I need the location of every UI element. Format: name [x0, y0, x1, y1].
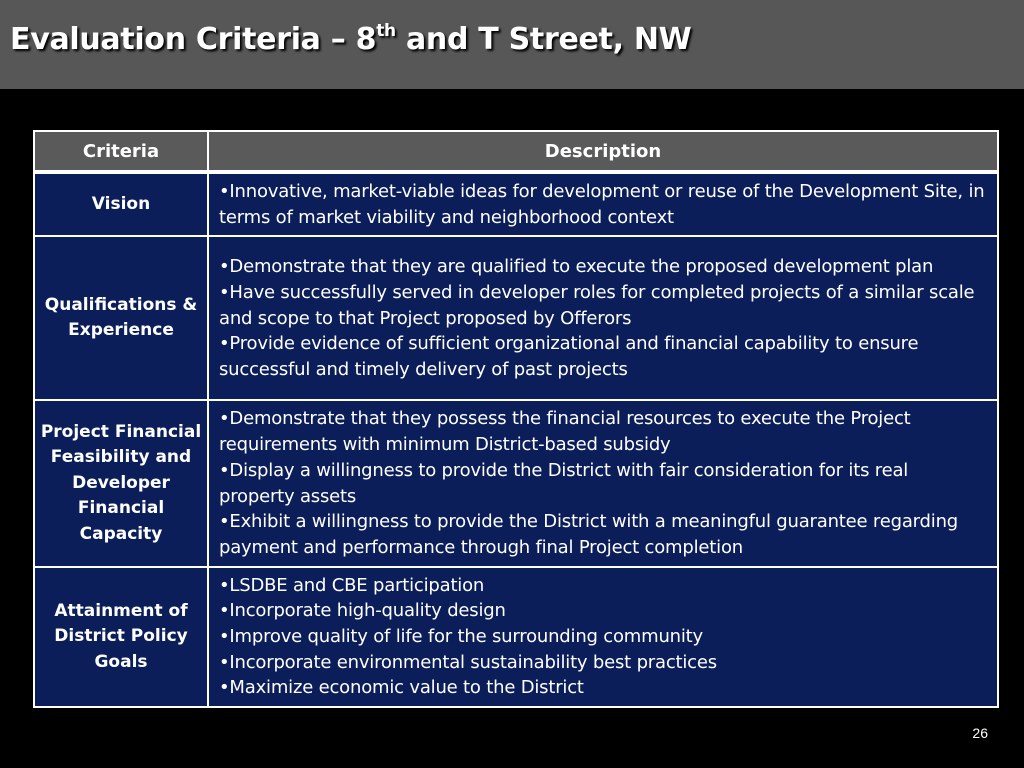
title-superscript: th — [376, 21, 396, 41]
table-row — [34, 172, 998, 236]
title-suffix: and T Street, NW — [395, 22, 692, 57]
bullet-item: •Display a willingness to provide the District with fair consideration for its real property assets — [219, 459, 909, 507]
description-cell — [208, 172, 998, 236]
table-header-row — [34, 131, 998, 172]
bullet-item: •Incorporate environmental sustainability best practices — [219, 651, 717, 673]
criteria-cell: Qualifications & Experience — [34, 236, 208, 400]
bullet-item: •Demonstrate that they are qualified to execute the proposed development plan — [219, 256, 934, 278]
bullet-item: •Demonstrate that they possess the financial resources to execute the Project requirements with minimum District-based subsidy — [219, 408, 911, 456]
title-prefix: Evaluation Criteria – 8 — [10, 22, 377, 57]
criteria-cell: Vision — [34, 172, 208, 236]
table-row — [34, 400, 998, 566]
description-cell — [208, 236, 998, 400]
bullet-item: •Have successfully served in developer roles for completed projects of a similar scale and scope to that Project proposed by Offerors — [219, 281, 975, 329]
bullet-item: •Exhibit a willingness to provide the District with a meaningful guarantee regarding payment and performance through final Project completion — [219, 511, 958, 558]
criteria-cell: Project Financial Feasibility and Developer Financial Capacity — [34, 400, 208, 566]
bullet-item: •Maximize economic value to the District — [219, 677, 584, 699]
bullet-item: •Incorporate high-quality design — [219, 600, 506, 622]
bullet-item: •Improve quality of life for the surrounding community — [219, 626, 703, 648]
description-cell — [208, 400, 998, 566]
header-description: Description — [208, 131, 998, 172]
criteria-cell: Attainment of District Policy Goals — [34, 567, 208, 708]
table-row — [34, 567, 998, 708]
header-criteria: Criteria — [34, 131, 208, 172]
bullet-item: •Innovative, market-viable ideas for development or reuse of the Development Site, in terms of market viability and neighborhood context — [219, 181, 985, 228]
page-number: 26 — [972, 725, 988, 741]
description-cell — [208, 567, 998, 708]
bullet-item: •LSDBE and CBE participation — [219, 574, 485, 596]
table-row — [34, 236, 998, 400]
bullet-item: •Provide evidence of sufficient organizational and financial capability to ensure successful and timely delivery of past projects — [219, 333, 919, 380]
criteria-table — [33, 130, 999, 708]
title-bar — [0, 0, 1024, 89]
slide-title — [10, 22, 691, 57]
